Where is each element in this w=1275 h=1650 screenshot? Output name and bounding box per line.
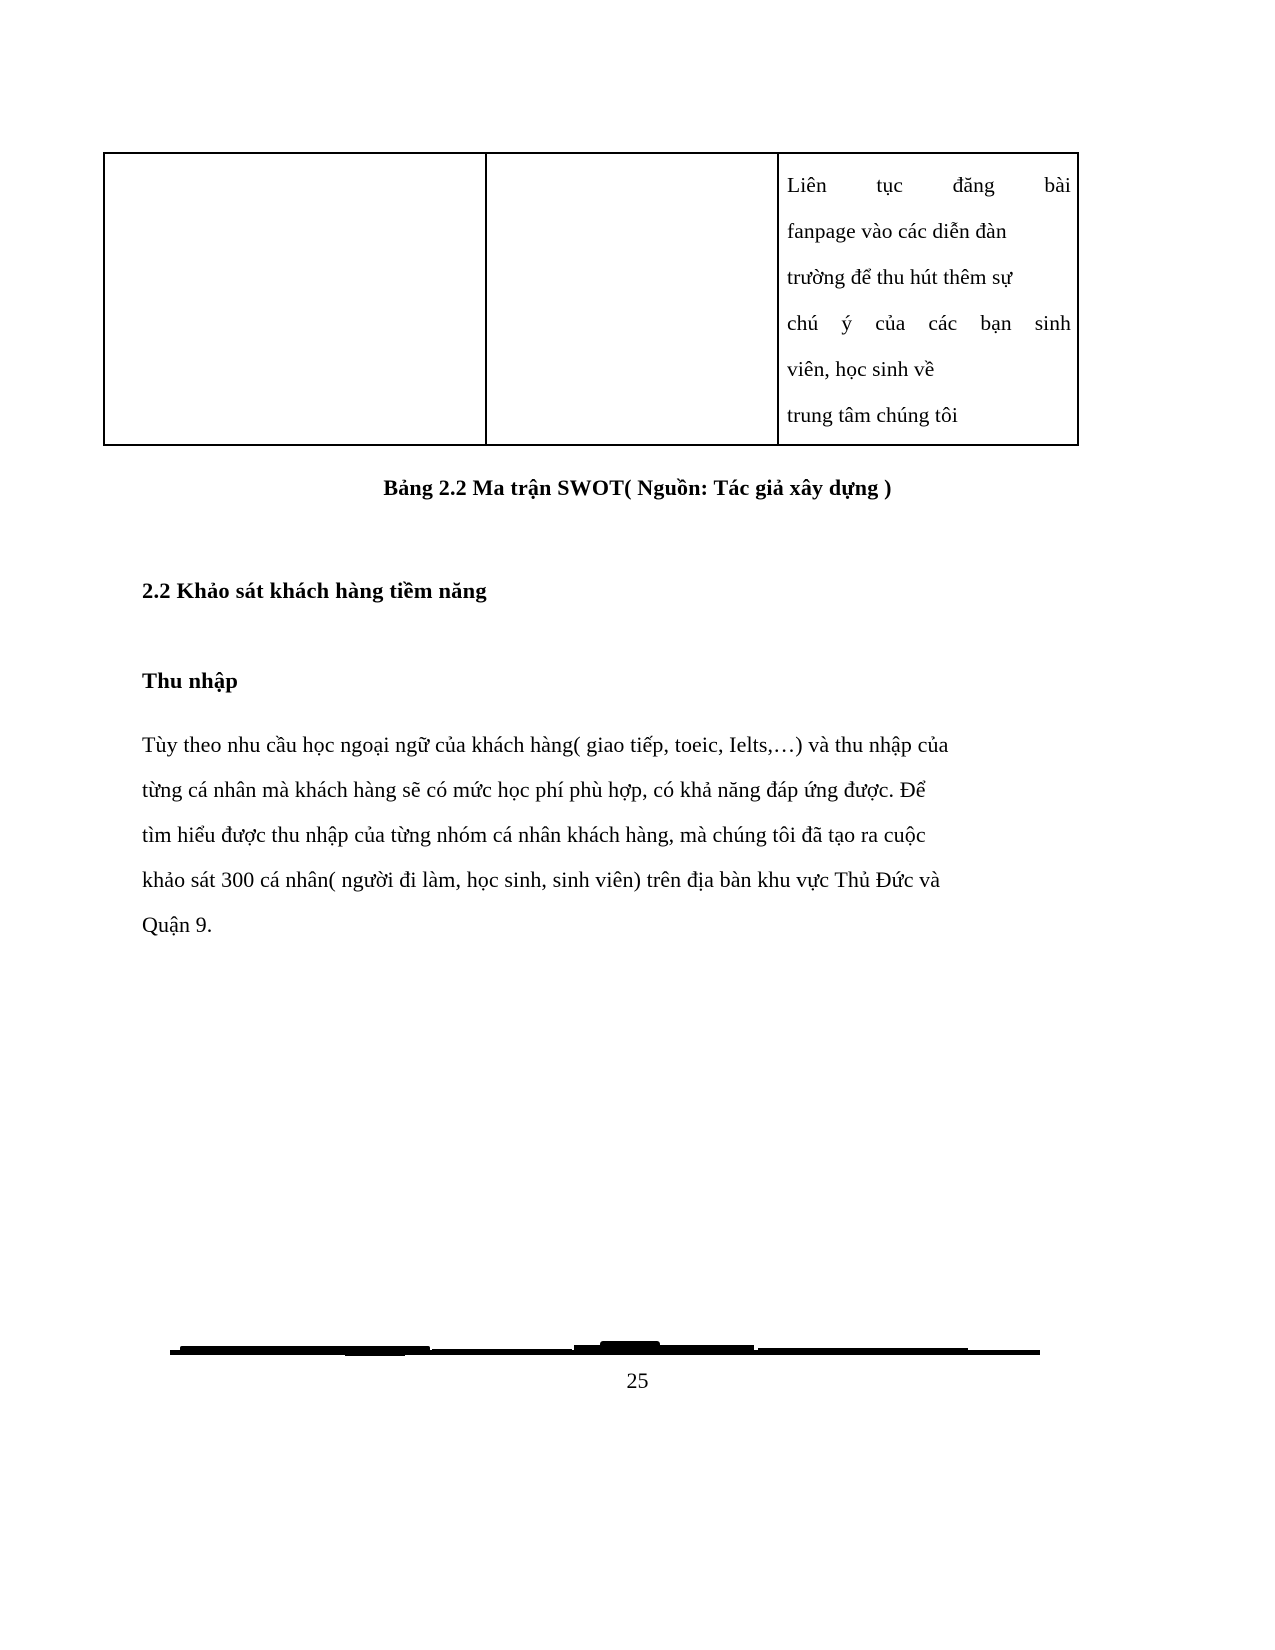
paragraph-line-5: Quận 9. [142, 912, 213, 937]
word: bài [1044, 173, 1071, 197]
word: các [928, 311, 958, 335]
table-cell-strengths-empty [104, 153, 486, 445]
swot-matrix-table-fragment [103, 152, 1079, 446]
paragraph-line-4 [142, 857, 1074, 902]
table-cell-line-2: fanpage vào các diễn đàn [787, 219, 1007, 243]
word: sinh [1034, 311, 1071, 335]
paragraph-line-text: tìm hiểu được thu nhập của từng nhóm cá nhân khách hàng, mà chúng tôi đã tạo ra cuộc [142, 822, 926, 847]
page-number: 25 [626, 1368, 649, 1393]
table-cell-line-4 [787, 300, 1071, 346]
word: ý [841, 311, 853, 335]
word: Liên [787, 173, 827, 197]
table-cell-paragraph [779, 154, 1077, 444]
table-cell-line-3: trường để thu hút thêm sự [787, 265, 1013, 289]
table-cell-line-5: viên, học sinh về [787, 357, 935, 381]
subsection-heading: Thu nhập [142, 668, 239, 693]
table-cell-line-1 [787, 162, 1071, 208]
paragraph-line-1 [142, 722, 1074, 767]
body-paragraph [142, 722, 1074, 947]
paragraph-line-3 [142, 812, 1074, 857]
table-cell-line-6: trung tâm chúng tôi [787, 403, 958, 427]
word: bạn [980, 311, 1012, 335]
table-cell-strategy-text [778, 153, 1078, 445]
table-caption: Bảng 2.2 Ma trận SWOT( Nguồn: Tác giả xây dựng ) [383, 475, 892, 500]
section-heading: 2.2 Khảo sát khách hàng tiềm năng [142, 578, 487, 603]
word: của [875, 311, 906, 335]
paragraph-line-text: Tùy theo nhu cầu học ngoại ngữ của khách hàng( giao tiếp, toeic, Ielts,…) và thu nhập của [142, 732, 949, 757]
paragraph-line-text: khảo sát 300 cá nhân( người đi làm, học sinh, sinh viên) trên địa bàn khu vực Thủ Đức và [142, 867, 941, 892]
table-cell-weaknesses-empty [486, 153, 778, 445]
paragraph-line-2 [142, 767, 1074, 812]
paragraph-line-text: từng cá nhân mà khách hàng sẽ có mức học phí phù hợp, có khả năng đáp ứng được. Để [142, 777, 926, 802]
word: tục [876, 173, 903, 197]
table-row [104, 153, 1078, 445]
scan-artifact-smudge [170, 1336, 1040, 1364]
word: đăng [952, 173, 995, 197]
word: chú [787, 311, 819, 335]
